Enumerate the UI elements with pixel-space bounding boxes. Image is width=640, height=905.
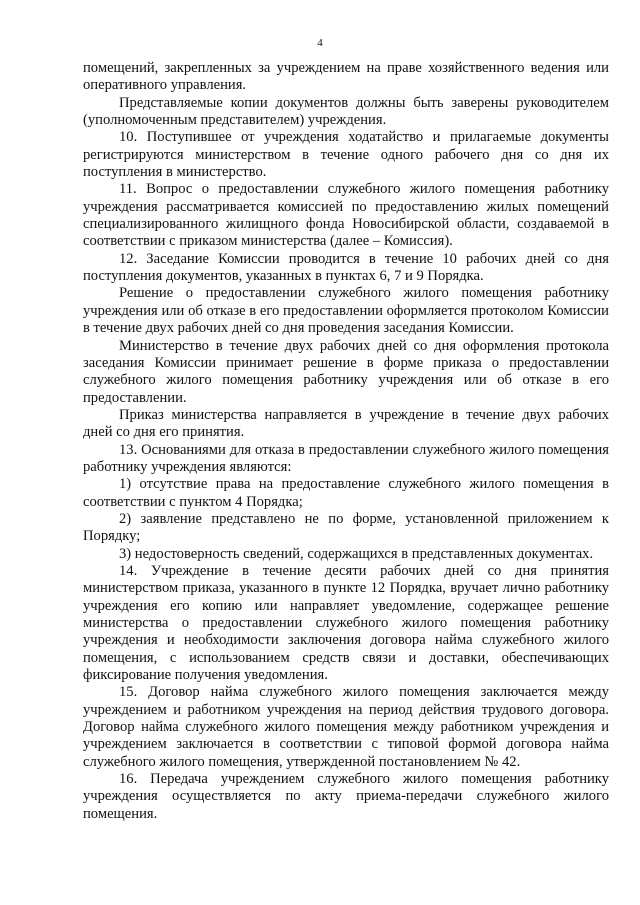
page-number: 4 bbox=[317, 37, 323, 49]
paragraph-clause-16: 16. Передача учреждением служебного жилого помещения работнику учреждения осуществляется по акту приема-передачи служебного жилого помещения. bbox=[83, 771, 609, 822]
paragraph-clause-13: 13. Основаниями для отказа в предоставлении служебного жилого помещения работнику учреждения являются: bbox=[83, 441, 609, 475]
paragraph-clause-10: 10. Поступившее от учреждения ходатайство и прилагаемые документы регистрируются министерством в течение одного рабочего дня со дня их поступления в министерство. bbox=[83, 129, 609, 181]
paragraph-clause-12: 12. Заседание Комиссии проводится в течение 10 рабочих дней со дня поступления документов, указанных в пунктах 6, 7 и 9 Порядка. bbox=[83, 250, 609, 285]
paragraph-clause-11: 11. Вопрос о предоставлении служебного жилого помещения работнику учреждения рассматривается комиссией по предоставлению жилых помещений специализированного жилищного фонда Новосибирской области, создаваемой в соответствии с приказом министерства (далее – Комиссия). bbox=[83, 181, 609, 250]
list-item-1: 1) отсутствие права на предоставление служебного жилого помещения в соответствии с пунктом 4 Порядка; bbox=[83, 476, 609, 510]
paragraph-clause-14: 14. Учреждение в течение десяти рабочих дней со дня принятия министерством приказа, указанного в пункте 12 Порядка, вручает лично работнику учреждения его копию или направляет уведомление, содержащее решение министерства о предоставлении служебного жилого помещения работнику учреждения и необходимости заключения договора найма служебного жилого помещения, с использованием средств связи и доставки, обеспечивающих фиксирование получения уведомления. bbox=[83, 562, 609, 684]
paragraph-continued: помещений, закрепленных за учреждением на праве хозяйственного ведения или оперативного управления. bbox=[83, 60, 609, 94]
document-body bbox=[83, 60, 609, 823]
paragraph-copies-certification: Представляемые копии документов должны быть заверены руководителем (уполномоченным представителем) учреждения. bbox=[83, 94, 609, 129]
paragraph-order-sending: Приказ министерства направляется в учреждение в течение двух рабочих дней со дня его принятия. bbox=[83, 406, 609, 441]
paragraph-ministry-order: Министерство в течение двух рабочих дней со дня оформления протокола заседания Комиссии принимает решение в форме приказа о предоставлении служебного жилого помещения работнику учреждения или об отказе в его предоставлении. bbox=[83, 337, 609, 406]
list-item-3: 3) недостоверность сведений, содержащихся в представленных документах. bbox=[119, 545, 594, 562]
list-item-2: 2) заявление представлено не по форме, установленной приложением к Порядку; bbox=[83, 510, 609, 545]
paragraph-clause-15: 15. Договор найма служебного жилого помещения заключается между учреждением и работником учреждения на период действия трудового договора. Договор найма служебного жилого помещения между работником учреждения и учреждением заключается в соответствии с типовой формой договора найма служебного жилого помещения, утвержденной постановлением № 42. bbox=[83, 684, 609, 770]
paragraph-commission-decision: Решение о предоставлении служебного жилого помещения работнику учреждения или об отказе в его предоставлении оформляется протоколом Комиссии в течение двух рабочих дней со дня проведения заседания Комиссии. bbox=[83, 285, 609, 337]
